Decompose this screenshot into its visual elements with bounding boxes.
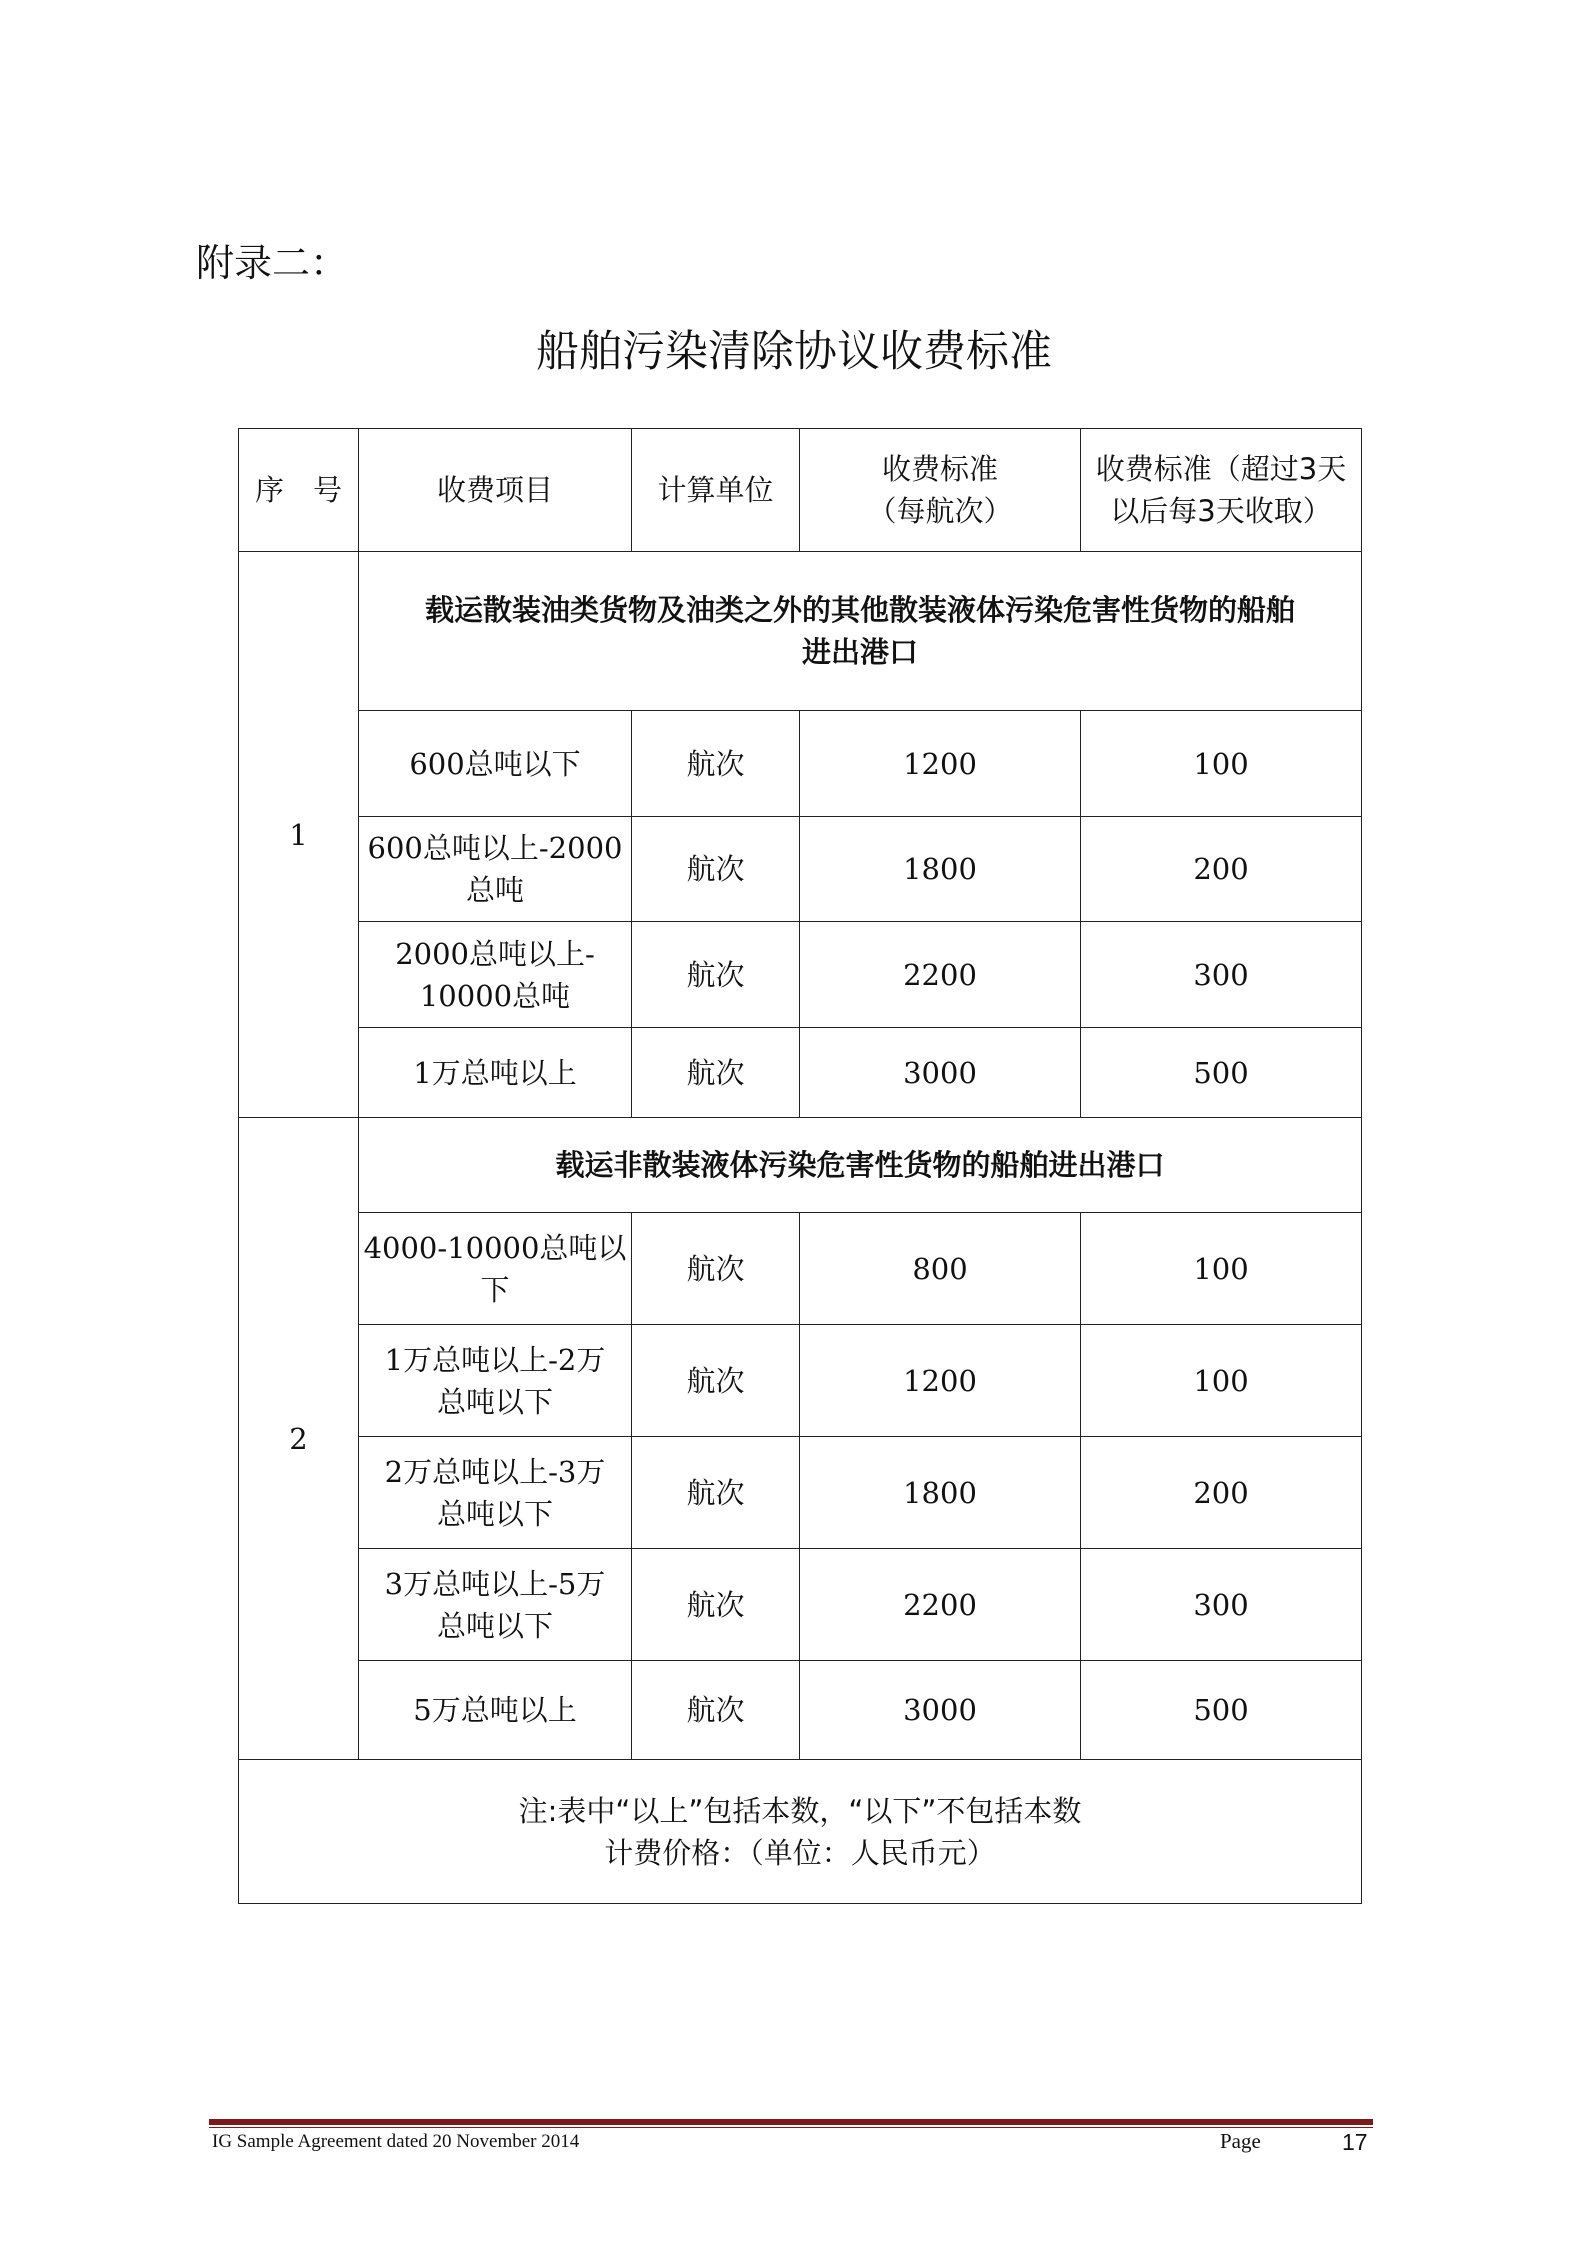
table-note (239, 1760, 1362, 1904)
fee-item-line: 10000总吨 (419, 978, 571, 1013)
footer-rule-thin (209, 2127, 1373, 2128)
header-no: 序 号 (239, 429, 359, 552)
note-line2: 计费价格：（单位：人民币元） (604, 1835, 996, 1870)
unit-cell: 航次 (632, 1549, 800, 1661)
fee-item (359, 1661, 632, 1760)
fee-item-line: 总吨以下 (436, 1496, 553, 1531)
fee-item (359, 922, 632, 1028)
table-row (239, 1437, 1362, 1549)
fee-item-line: 总吨 (465, 873, 524, 907)
fee-table (238, 428, 1362, 1904)
fee-cell: 800 (800, 1213, 1081, 1325)
fee-item-line: 600总吨以上-2000 (367, 831, 623, 865)
unit-cell: 航次 (632, 922, 800, 1028)
unit-cell: 航次 (632, 1437, 800, 1549)
header-extra-line1: 收费标准（超过3天 (1095, 452, 1347, 486)
extra-fee-cell: 100 (1081, 1213, 1362, 1325)
header-fee-line1: 收费标准 (881, 452, 998, 486)
fee-item-line: 总吨以下 (436, 1384, 553, 1419)
table-row (239, 711, 1362, 817)
fee-item-line: 3万总吨以上-5万 (384, 1566, 606, 1601)
fee-item (359, 1213, 632, 1325)
fee-cell: 2200 (800, 1549, 1081, 1661)
unit-cell: 航次 (632, 1028, 800, 1118)
header-extra (1081, 429, 1362, 552)
extra-fee-cell: 300 (1081, 1549, 1362, 1661)
appendix-label: 附录二： (196, 241, 349, 285)
header-fee (800, 429, 1081, 552)
fee-item-line: 下 (480, 1272, 510, 1307)
extra-fee-cell: 200 (1081, 1437, 1362, 1549)
group-number: 2 (239, 1118, 359, 1760)
table-row (239, 1661, 1362, 1760)
extra-fee-cell: 200 (1081, 817, 1362, 922)
extra-fee-cell: 500 (1081, 1028, 1362, 1118)
header-extra-line2: 以后每3天收取） (1110, 494, 1332, 528)
fee-item-line: 1万总吨以上-2万 (384, 1342, 606, 1377)
unit-cell: 航次 (632, 1325, 800, 1437)
fee-item (359, 1549, 632, 1661)
extra-fee-cell: 300 (1081, 922, 1362, 1028)
footer-rule (209, 2119, 1373, 2125)
group-title-line: 载运非散装液体污染危害性货物的船舶进出港口 (555, 1148, 1165, 1182)
fee-cell: 1800 (800, 1437, 1081, 1549)
fee-cell: 2200 (800, 922, 1081, 1028)
extra-fee-cell: 500 (1081, 1661, 1362, 1760)
table-row (239, 1325, 1362, 1437)
footer-agreement-text: IG Sample Agreement dated 20 November 2014 (212, 2131, 580, 2152)
table-header-row (239, 429, 1362, 552)
group-title-line: 进出港口 (801, 635, 918, 669)
fee-item-line: 4000-10000总吨以 (363, 1230, 627, 1265)
group-number: 1 (239, 552, 359, 1118)
header-item: 收费项目 (359, 429, 632, 552)
group-title (359, 552, 1362, 711)
table-row (239, 1028, 1362, 1118)
header-unit: 计算单位 (632, 429, 800, 552)
group-title (359, 1118, 1362, 1213)
table-row (239, 1213, 1362, 1325)
unit-cell: 航次 (632, 1661, 800, 1760)
header-fee-line2: （每航次） (867, 494, 1013, 528)
group-title-row (239, 1118, 1362, 1213)
group-title-row (239, 552, 1362, 711)
table-row (239, 922, 1362, 1028)
group-title-line: 载运散装油类货物及油类之外的其他散装液体污染危害性货物的船舶 (424, 593, 1295, 627)
fee-item (359, 817, 632, 922)
unit-cell: 航次 (632, 1213, 800, 1325)
fee-item (359, 1437, 632, 1549)
unit-cell: 航次 (632, 817, 800, 922)
note-line1: 注:表中“以上”包括本数，“以下”不包括本数 (518, 1793, 1082, 1828)
table-row (239, 817, 1362, 922)
fee-table-body (239, 552, 1362, 1760)
fee-cell: 1200 (800, 1325, 1081, 1437)
fee-item (359, 1028, 632, 1118)
fee-item-line: 1万总吨以上 (413, 1055, 577, 1090)
fee-item (359, 1325, 632, 1437)
fee-item-line: 5万总吨以上 (413, 1693, 577, 1727)
fee-cell: 1800 (800, 817, 1081, 922)
footer-page-label: Page (1220, 2129, 1261, 2153)
fee-cell: 3000 (800, 1661, 1081, 1760)
fee-cell: 1200 (800, 711, 1081, 817)
extra-fee-cell: 100 (1081, 711, 1362, 817)
extra-fee-cell: 100 (1081, 1325, 1362, 1437)
footer-page-number: 17 (1342, 2129, 1368, 2155)
fee-item-line: 2万总吨以上-3万 (384, 1454, 606, 1489)
fee-cell: 3000 (800, 1028, 1081, 1118)
unit-cell: 航次 (632, 711, 800, 817)
document-title: 船舶污染清除协议收费标准 (536, 327, 1052, 377)
fee-item-line: 2000总吨以上- (395, 936, 595, 971)
fee-item-line: 总吨以下 (436, 1608, 553, 1643)
note-row (239, 1760, 1362, 1904)
table-row (239, 1549, 1362, 1661)
fee-item (359, 711, 632, 817)
fee-item-line: 600总吨以下 (409, 746, 581, 781)
